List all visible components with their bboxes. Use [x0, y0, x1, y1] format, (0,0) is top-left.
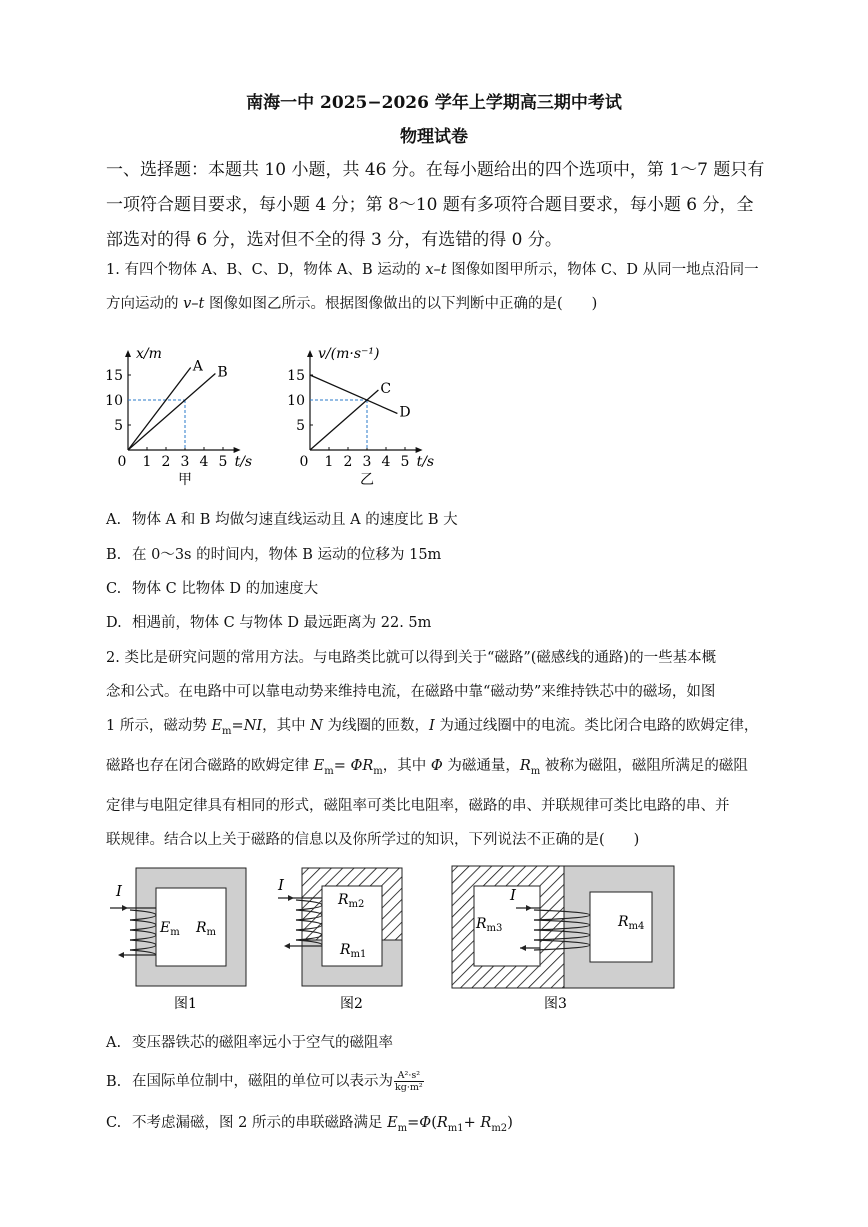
- fig3-reluctance-left-label: $R_{m3}$: [476, 916, 503, 934]
- series-line-A: [128, 368, 191, 451]
- y-axis-arrow-icon: [307, 350, 313, 357]
- question-1-stem: 1. 有四个物体 A、B、C、D，物体 A、B 运动的 x–t 图像如图甲所示，物体 C、D 从同一地点沿同一方向运动的 v–t 图像如图乙所示。根据图像做出的以下判断中正确的是( ): [106, 262, 759, 312]
- fig1-emf-label: $E_m$: [160, 920, 180, 938]
- current-out-arrow-icon: [118, 952, 124, 958]
- q2-option-c[interactable]: C. 不考虑漏磁，图 2 所示的串联磁路满足 $E_m=\Phi(R_{m1}+ R_{m2})$: [106, 1115, 513, 1134]
- figure-2: [277, 868, 402, 1012]
- x-tick-label: 1: [324, 454, 334, 470]
- y-tick-label: 15: [287, 368, 305, 384]
- x-tick-label: 2: [343, 454, 353, 470]
- graph-caption: 乙: [360, 472, 374, 488]
- figure-3: [452, 866, 674, 1012]
- series-label-D: D: [399, 404, 411, 421]
- fig2-caption: 图2: [340, 996, 363, 1012]
- x-tick-label: 3: [180, 454, 190, 470]
- q1-option-c[interactable]: C. 物体 C 比物体 D 的加速度大: [106, 581, 319, 597]
- x-tick-label: 5: [400, 454, 410, 470]
- q1-option-b[interactable]: B. 在 0～3s 的时间内，物体 B 运动的位移为 15m: [106, 547, 442, 563]
- x-tick-label: 0: [299, 454, 309, 470]
- series-label-A: A: [192, 358, 203, 375]
- y-tick-label: 10: [287, 393, 305, 409]
- section-instructions: 一、选择题：本题共 10 小题，共 46 分。在每小题给出的四个选项中，第 1～7 题只有一项符合题目要求，每小题 4 分；第 8～10 题有多项符合题目要求，每小题 6 分，全部选对的得 6 分，选对但不全的得 3 分，有选错的得 0 分。: [106, 160, 765, 250]
- vt-graph-yi: [282, 330, 452, 490]
- x-tick-label: 0: [117, 454, 127, 470]
- current-out-arrow-icon: [284, 943, 290, 949]
- y-tick-label: 5: [296, 418, 305, 434]
- x-tick-label: 2: [161, 454, 171, 470]
- x-axis-arrow-icon: [416, 447, 423, 453]
- y-tick-label: 10: [105, 393, 123, 409]
- x-tick-label: 5: [218, 454, 228, 470]
- fig2-reluctance-bottom-label: $R_{m1}$: [340, 942, 367, 960]
- x-axis-label: t/s: [234, 454, 253, 470]
- x-tick-label: 4: [381, 454, 391, 470]
- series-line-B: [128, 374, 215, 451]
- x-tick-label: 4: [199, 454, 209, 470]
- current-in-arrow-icon: [122, 905, 128, 911]
- q1-option-a[interactable]: A. 物体 A 和 B 均做匀速直线运动且 A 的速度比 B 大: [106, 512, 458, 528]
- fig3-current-label: I: [510, 886, 516, 904]
- exam-title: 南海一中 2025−2026 学年上学期高三期中考试: [246, 93, 622, 113]
- fig1-reluctance-label: $R_m$: [196, 920, 217, 938]
- y-axis-arrow-icon: [125, 350, 131, 357]
- y-axis-label: v/(m·s⁻¹): [318, 346, 380, 362]
- x-tick-label: 1: [142, 454, 152, 470]
- q2-option-a[interactable]: A. 变压器铁芯的磁阻率远小于空气的磁阻率: [106, 1035, 393, 1051]
- fig1-current-label: I: [116, 882, 122, 900]
- y-axis-label: x/m: [136, 346, 162, 362]
- q2-option-b[interactable]: B. 在国际单位制中，磁阻的单位可以表示为 $\frac{\text{A²·s²}}{\text{kg·m²}}$: [106, 1070, 423, 1093]
- xt-graph-jia: [100, 330, 270, 490]
- x-axis-arrow-icon: [234, 447, 241, 453]
- question-2-stem: 2. 类比是研究问题的常用方法。与电路类比就可以得到关于“磁路”(磁感线的通路)的一些基本概 念和公式。在电路中可以靠电动势来维持电流，在磁路中靠“磁动势”来维持铁芯中的磁场，如图 1 所示，磁动势 $E_m=NI$，其中 N 为线圈的匝数，I 为通过线圈中的电流。类比闭合电路的欧姆定律， 磁路也存在闭合磁路的欧姆定律 $E_m= \Phi R_m$，其中 Φ 为磁通量，$R_m$ 被称为磁阻，磁阻所满足的磁阻 定律与电阻定律具有相同的形式，磁阻率可类比电阻率，磁路的串、并联规律可类比电路的串、并 联规律。结合以上关于磁路的信息以及你所学过的知识，下列说法不正确的是( ): [106, 650, 759, 848]
- series-label-C: C: [380, 381, 392, 397]
- fig2-reluctance-top-label: $R_{m2}$: [338, 892, 365, 910]
- x-axis-label: t/s: [416, 454, 435, 470]
- graph-caption: 甲: [178, 472, 192, 488]
- fig3-caption: 图3: [544, 996, 567, 1012]
- x-tick-label: 3: [362, 454, 372, 470]
- y-tick-label: 15: [105, 368, 123, 384]
- fig3-reluctance-right-label: $R_{m4}$: [618, 914, 645, 932]
- y-tick-label: 5: [114, 418, 123, 434]
- fig2-current-label: I: [278, 876, 284, 894]
- magnetic-circuit-figures: [100, 850, 700, 1020]
- current-in-arrow-icon: [288, 895, 294, 901]
- series-label-B: B: [217, 364, 228, 381]
- q1-option-d[interactable]: D. 相遇前，物体 C 与物体 D 最远距离为 22. 5m: [106, 615, 432, 631]
- reluctance-unit-fraction: $\frac{\text{A²·s²}}{\text{kg·m²}}$: [395, 1070, 423, 1093]
- figure-1: [110, 868, 246, 1012]
- fig1-caption: 图1: [174, 996, 197, 1012]
- series-line-C: [310, 390, 378, 450]
- exam-subject: 物理试卷: [400, 127, 468, 147]
